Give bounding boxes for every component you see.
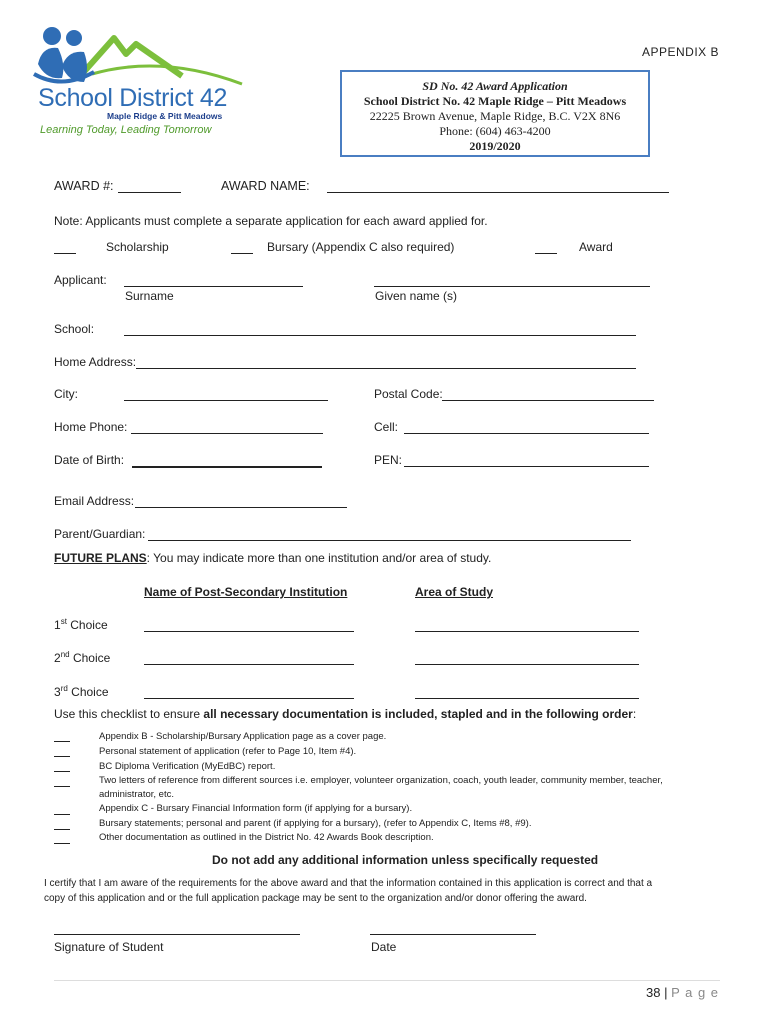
applicant-label: Applicant:	[54, 273, 107, 287]
checklist-checkbox[interactable]	[54, 771, 70, 772]
home-address-label: Home Address:	[54, 355, 137, 369]
checklist-checkbox[interactable]	[54, 829, 70, 830]
page-word: P a g e	[671, 985, 720, 1000]
home-phone-field[interactable]	[131, 433, 323, 434]
header-year: 2019/2020	[469, 139, 521, 153]
school-district-logo	[32, 24, 247, 144]
second-choice-institution-field[interactable]	[144, 664, 354, 665]
checklist-checkbox[interactable]	[54, 786, 70, 787]
school-field[interactable]	[124, 335, 636, 336]
checklist-intro-bold: all necessary documentation is included, stapled and in the following order	[203, 707, 633, 721]
parent-guardian-field[interactable]	[148, 540, 631, 541]
postal-code-label: Postal Code:	[374, 387, 443, 401]
award-name-label: AWARD NAME:	[221, 179, 310, 193]
scholarship-label: Scholarship	[106, 240, 169, 254]
header-address: 22225 Brown Avenue, Maple Ridge, B.C. V2X 8N6	[369, 109, 621, 123]
award-number-label	[54, 179, 114, 193]
second-choice-label	[54, 650, 110, 665]
logo-subtitle: Maple Ridge & Pitt Meadows	[107, 111, 223, 121]
award-application-header-box	[340, 70, 650, 157]
given-name-label: Given name (s)	[375, 289, 458, 303]
award-number-text: AWARD #	[54, 179, 111, 193]
footer-divider	[54, 980, 720, 981]
appendix-label: APPENDIX B	[642, 45, 720, 59]
first-choice-institution-field[interactable]	[144, 631, 354, 632]
institution-column-header: Name of Post-Secondary Institution	[144, 585, 348, 599]
city-field[interactable]	[124, 400, 328, 401]
signature-label: Signature of Student	[54, 940, 164, 954]
date-of-birth-field[interactable]	[132, 466, 322, 468]
page-number: 38	[646, 985, 661, 1000]
checklist-item: Appendix C - Bursary Financial Information form (if applying for a bursary).	[99, 803, 413, 814]
certification-line-1: I certify that I am aware of the requirements for the above award and that the information contained in this application is correct and that a	[44, 878, 653, 889]
third-choice-label	[54, 684, 109, 699]
parent-guardian-label: Parent/Guardian:	[54, 527, 146, 541]
signature-field[interactable]	[54, 934, 300, 935]
choice-text: Choice	[71, 685, 109, 699]
future-plans-line	[54, 551, 491, 565]
date-label: Date	[371, 940, 397, 954]
checklist-item: Bursary statements; personal and parent (if applying for a bursary), (refer to Appendix C, Items #8, #9).	[99, 818, 532, 829]
page-separator: |	[660, 985, 672, 1000]
future-plans-heading: FUTURE PLANS	[54, 551, 147, 565]
logo-tagline: Learning Today, Leading Tomorrow	[40, 124, 212, 136]
additional-info-warning: Do not add any additional information unless specifically requested	[212, 853, 599, 867]
award-checkbox[interactable]	[535, 253, 557, 254]
checklist-checkbox[interactable]	[54, 756, 70, 757]
home-phone-label: Home Phone:	[54, 420, 128, 434]
checklist-item: Two letters of reference from different sources i.e. employer, volunteer organization, coach, youth leader, community member, teacher,	[99, 775, 663, 786]
email-label: Email Address:	[54, 494, 135, 508]
email-field[interactable]	[135, 507, 347, 508]
logo-title: School District 42	[38, 84, 228, 112]
future-plans-text: : You may indicate more than one institution and/or area of study.	[146, 551, 492, 565]
first-choice-area-field[interactable]	[415, 631, 639, 632]
checklist-intro-text: Use this checklist to ensure	[54, 707, 204, 721]
choice-text: Choice	[70, 618, 108, 632]
third-choice-institution-field[interactable]	[144, 698, 354, 699]
first-choice-label	[54, 617, 108, 632]
home-address-field[interactable]	[136, 368, 636, 369]
checklist-item: Other documentation as outlined in the District No. 42 Awards Book description.	[99, 832, 434, 843]
surname-field[interactable]	[124, 286, 303, 287]
cell-field[interactable]	[404, 433, 649, 434]
note-text: Note: Applicants must complete a separate application for each award applied for.	[54, 214, 488, 228]
date-of-birth-label: Date of Birth:	[54, 453, 125, 467]
checklist-item: BC Diploma Verification (MyEdBC) report.	[99, 761, 276, 772]
scholarship-checkbox[interactable]	[54, 253, 76, 254]
choice-text: Choice	[72, 651, 111, 665]
award-number-field[interactable]	[118, 192, 181, 193]
surname-label: Surname	[125, 289, 174, 303]
page-footer	[646, 985, 719, 1000]
award-name-field[interactable]	[327, 192, 669, 193]
choice-number: 3	[54, 685, 61, 699]
certification-line-2: copy of this application and or the full application package may be sent to the organization and/or donor offering the award.	[44, 893, 587, 904]
bursary-label: Bursary (Appendix C also required)	[267, 240, 455, 254]
checklist-item: Personal statement of application (refer to Page 10, Item #4).	[99, 746, 357, 757]
school-label: School:	[54, 322, 95, 336]
award-label: Award	[579, 240, 613, 254]
checklist-checkbox[interactable]	[54, 814, 70, 815]
third-choice-area-field[interactable]	[415, 698, 639, 699]
date-field[interactable]	[370, 934, 536, 935]
checklist-item-continued: administrator, etc.	[99, 789, 174, 800]
postal-code-field[interactable]	[442, 400, 654, 401]
checklist-checkbox[interactable]	[54, 843, 70, 844]
checklist-intro	[54, 707, 636, 721]
area-of-study-column-header: Area of Study	[415, 585, 494, 599]
choice-number: 1	[54, 618, 61, 632]
city-label: City:	[54, 387, 78, 401]
header-district: School District No. 42 Maple Ridge – Pitt Meadows	[363, 94, 627, 108]
checklist-intro-end: :	[632, 707, 637, 721]
award-number-colon: :	[110, 179, 114, 193]
bursary-checkbox[interactable]	[231, 253, 253, 254]
choice-ordinal: nd	[60, 650, 70, 659]
checklist-item: Appendix B - Scholarship/Bursary Application page as a cover page.	[99, 731, 387, 742]
choice-number: 2	[54, 651, 61, 665]
second-choice-area-field[interactable]	[415, 664, 639, 665]
pen-label: PEN:	[374, 453, 403, 467]
checklist-checkbox[interactable]	[54, 741, 70, 742]
pen-field[interactable]	[404, 466, 649, 467]
given-name-field[interactable]	[374, 286, 650, 287]
header-title: SD No. 42 Award Application	[422, 79, 568, 93]
cell-label: Cell:	[374, 420, 399, 434]
choice-ordinal: st	[60, 617, 67, 626]
choice-ordinal: rd	[60, 684, 68, 693]
header-phone: Phone: (604) 463-4200	[439, 124, 551, 138]
